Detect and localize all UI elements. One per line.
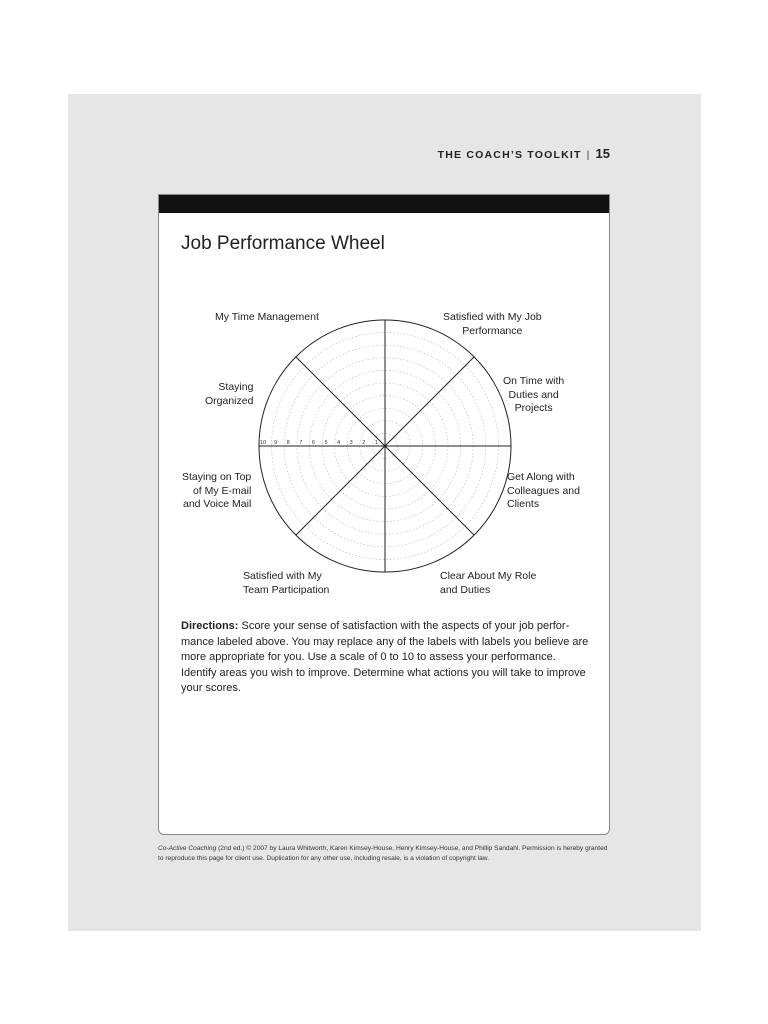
label-job-performance: Satisfied with My Job Performance bbox=[443, 311, 542, 337]
worksheet-title: Job Performance Wheel bbox=[181, 233, 385, 254]
copyright-footer bbox=[158, 844, 610, 863]
running-head-separator: | bbox=[586, 149, 591, 161]
label-team-participation: Satisfied with My Team Participation bbox=[243, 570, 330, 596]
scale-tick-label: 5 bbox=[324, 440, 328, 446]
page-number: 15 bbox=[595, 146, 610, 161]
scale-tick-label: 2 bbox=[362, 440, 366, 446]
label-role-duties: Clear About My Role and Duties bbox=[440, 570, 537, 596]
directions-text: Score your sense of satisfaction with the aspects of your job perfor-mance labeled above. You may replace any of the labels with labels you believe are more appropriate for you. Use a scale of 0 to 10 to assess your performance. Identify areas you wish to improve. Determine what actions you will take to improve your scores. bbox=[181, 620, 589, 695]
wheel-spokes bbox=[259, 320, 511, 572]
running-head-title: THE COACH’S TOOLKIT bbox=[437, 149, 582, 161]
scale-tick-label: 10 bbox=[259, 440, 267, 446]
directions-label: Directions: bbox=[181, 620, 239, 632]
worksheet-card bbox=[158, 194, 610, 835]
scale-tick-label: 4 bbox=[337, 440, 341, 446]
label-on-time: On Time with Duties and Projects bbox=[503, 375, 565, 414]
scale-tick-label: 3 bbox=[349, 440, 353, 446]
footer-copyright-text: (2nd ed.) © 2007 by Laura Whitworth, Karen Kimsey-House, Henry Kimsey-House, and Phillip Sandahl. Permission is hereby granted to reproduce this page for client use. Duplication for any other use, including resale, is a violation of copyright law. bbox=[158, 845, 608, 862]
scale-tick-label: 7 bbox=[299, 440, 303, 446]
directions-paragraph bbox=[181, 619, 593, 697]
scale-tick-label: 8 bbox=[286, 440, 290, 446]
scale-tick-label: 1 bbox=[374, 440, 378, 446]
running-head bbox=[400, 146, 610, 161]
scale-tick-label: 6 bbox=[311, 440, 315, 446]
label-email-voicemail: Staying on Top of My E-mail and Voice Mail bbox=[182, 471, 252, 510]
scale-tick-label: 9 bbox=[274, 440, 278, 446]
footer-book-title: Co-Active Coaching bbox=[158, 845, 217, 852]
label-get-along: Get Along with Colleagues and Clients bbox=[507, 471, 580, 510]
label-time-management: My Time Management bbox=[215, 311, 319, 323]
label-staying-organized: Staying Organized bbox=[205, 381, 254, 407]
